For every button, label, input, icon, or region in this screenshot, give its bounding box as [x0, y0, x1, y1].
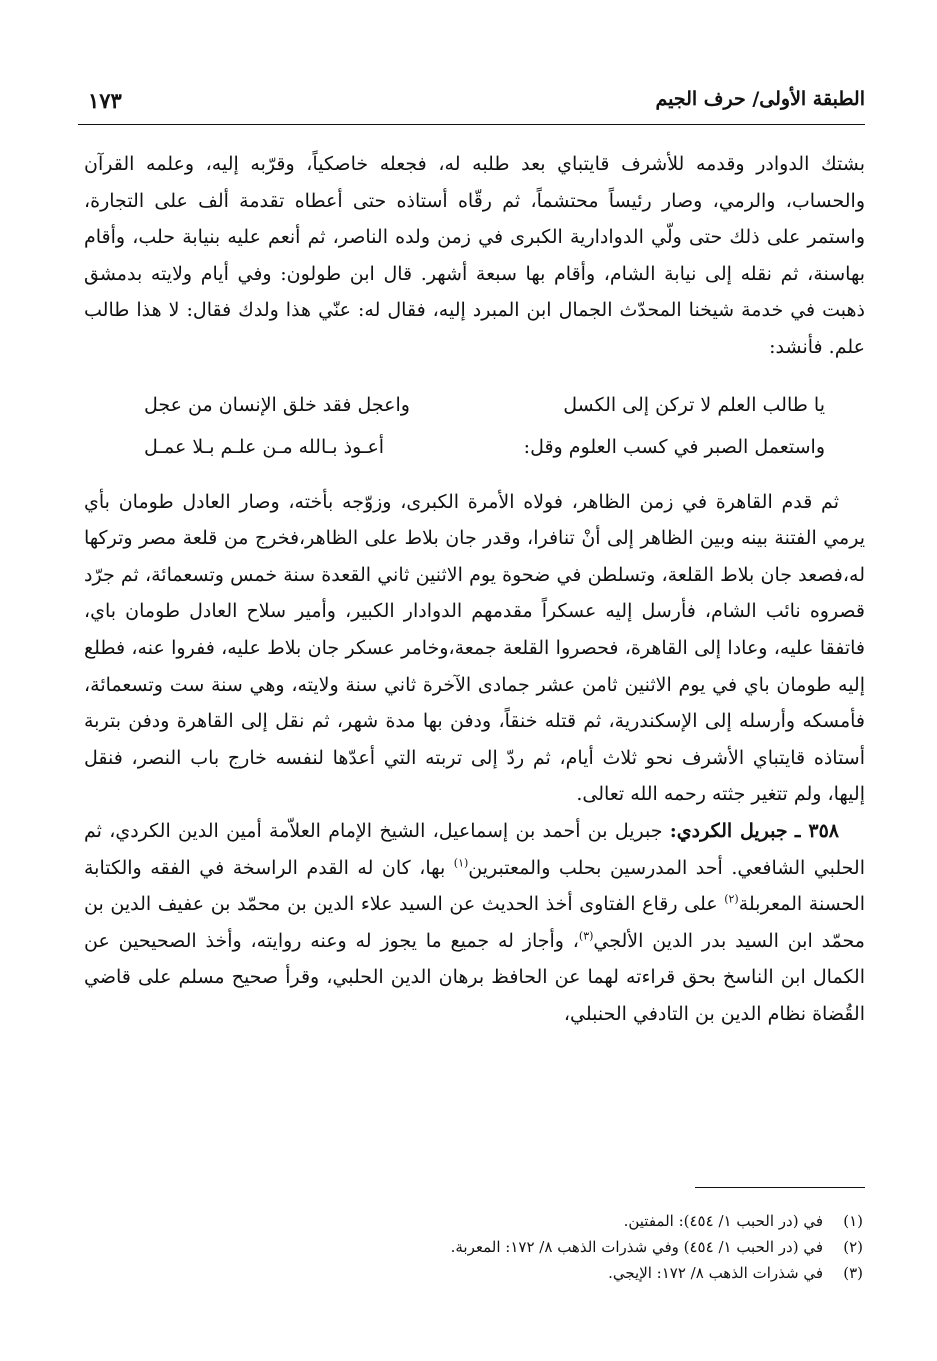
footnote-ref-2[interactable]: (٢)	[724, 892, 739, 906]
footnote-text: في (در الحبب ١/ ٤٥٤): المفتين.	[623, 1212, 823, 1230]
paragraph-2: ثم قدم القاهرة في زمن الظاهر، فولاه الأمرة الكبرى، وزوّجه بأخته، وصار العادل طومان بأي يرمي الفتنة بينه وبين الظاهر إلى أنْ تنافرا، وقدر جان بلاط على الظاهر،فخرج من قلعة مصر وتركها له،فصعد جان بلاط القلعة، وتسلطن في ضحوة يوم الاثنين ثاني القعدة سنة خمس وتسعمائة، ثم جرّد قصروه نائب الشام، فأرسل إليه عسكراً مقدمهم الدوادار الكبير، وأمير سلاح العادل طومان باي، فاتفقا عليه، وعادا إلى القاهرة، فحصروا القلعة جمعة،وخامر عسكر جان بلاط عليه، ففروا عنه، فطلع إليه طومان باي في يوم الاثنين ثامن عشر جمادى الآخرة ثاني سنة ولايته، وهي سنة ست وتسعمائة، فأمسكه وأرسله إلى الإسكندرية، ثم قتله خنقاً، ودفن بها مدة شهر، ثم نقل إلى القاهرة ودفن بتربة أستاذه قايتباي الأشرف نحو ثلاث أيام، ثم ردّ إلى تربته التي أعدّها لنفسه خارج باب النصر، فنقل إليها، ولم تتغير جثته رحمه الله تعالى.	[84, 490, 865, 806]
footnotes	[84, 1208, 863, 1286]
body-text	[84, 146, 865, 1032]
footnote-ref-3[interactable]: (٣)	[578, 929, 594, 943]
footnote-mark: (٢)	[843, 1238, 863, 1256]
paragraph-1: بشتك الدوادر وقدمه للأشرف قايتباي بعد طلبه له، فجعله خاصكياً، وقرّبه إليه، وعلمه القرآن والحساب، والرمي، وصار رئيساً محتشماً، ثم رقّاه أستاذه حتى أعطاه تقدمة ألف على التجارة، واستمر على ذلك حتى ولّي الدوادارية الكبرى في زمن ولده الناصر، ثم أنعم عليه بنيابة حلب، وأقام بهاسنة، ثم نقله إلى نيابة الشام، وأقام بها سبعة أشهر. قال ابن طولون: وفي أيام ولايته بدمشق ذهبت في خدمة شيخنا المحدّث الجمال ابن المبرد إليه، فقال له: عنّي هذا ولدك فقال: لا هذا طالب علم. فأنشد:	[84, 153, 865, 358]
running-head: الطبقة الأولى/ حرف الجيم	[655, 88, 865, 110]
footnote-mark: (١)	[843, 1212, 863, 1230]
footnote-mark: (٣)	[843, 1264, 863, 1282]
footnote-text: في (در الحبب ١/ ٤٥٤) وفي شذرات الذهب ٨/ ١٧٢: المعربة.	[450, 1238, 823, 1256]
page-header	[78, 84, 865, 125]
poem	[84, 384, 865, 468]
verse-2-first-hemistich: واستعمل الصبر في كسب العلوم وقل:	[523, 435, 825, 458]
verse-2-second-hemistich: أعـوذ بـالله مـن علـم بـلا عمـل	[144, 435, 385, 458]
verse-1-second-hemistich: واعجل فقد خلق الإنسان من عجل	[144, 393, 410, 416]
verse-1	[84, 384, 865, 426]
entry-name: جبريل الكردي:	[669, 819, 788, 842]
footnote-2	[84, 1234, 863, 1260]
entry-text-4: ، وأجاز له جميع ما يجوز له وعنه روايته، وأخذ الصحيحين عن الكمال ابن الناسخ بحق قراءته لهما عن الحافظ برهان الدين الحلبي، وقرأ صحيح مسلم على قاضي القُضاة نظام الدين بن التادفي الحنبلي،	[84, 929, 865, 1025]
footnote-3	[84, 1260, 863, 1286]
footnote-text: في شذرات الذهب ٨/ ١٧٢: الإيجي.	[608, 1264, 823, 1282]
verse-1-first-hemistich: يا طالب العلم لا تركن إلى الكسل	[563, 393, 825, 416]
entry-text-3: على رقاع الفتاوى أخذ الحديث عن السيد علاء الدين بن محمّد بن عفيف الدين بن محمّد ابن السيد بدر الدين الألجي	[84, 893, 865, 952]
entry-number: ٣٥٨ ـ	[794, 819, 839, 842]
footnote-separator	[695, 1187, 865, 1188]
page-number: ١٧٣	[88, 88, 122, 113]
entry-text-1: جبريل بن أحمد بن إسماعيل، الشيخ الإمام العلاّمة أمين الدين الكردي، ثم الحلبي الشافعي. أحد المدرسين بحلب والمعتبرين	[84, 819, 865, 879]
footnote-1	[84, 1208, 863, 1234]
footnote-ref-1[interactable]: (١)	[453, 856, 469, 870]
verse-2	[84, 426, 865, 468]
entry-text-2: بها، كان له القدم الراسخة في الفقه والكتابة الحسنة المعربلة	[84, 856, 865, 916]
entry-358	[84, 813, 865, 1033]
